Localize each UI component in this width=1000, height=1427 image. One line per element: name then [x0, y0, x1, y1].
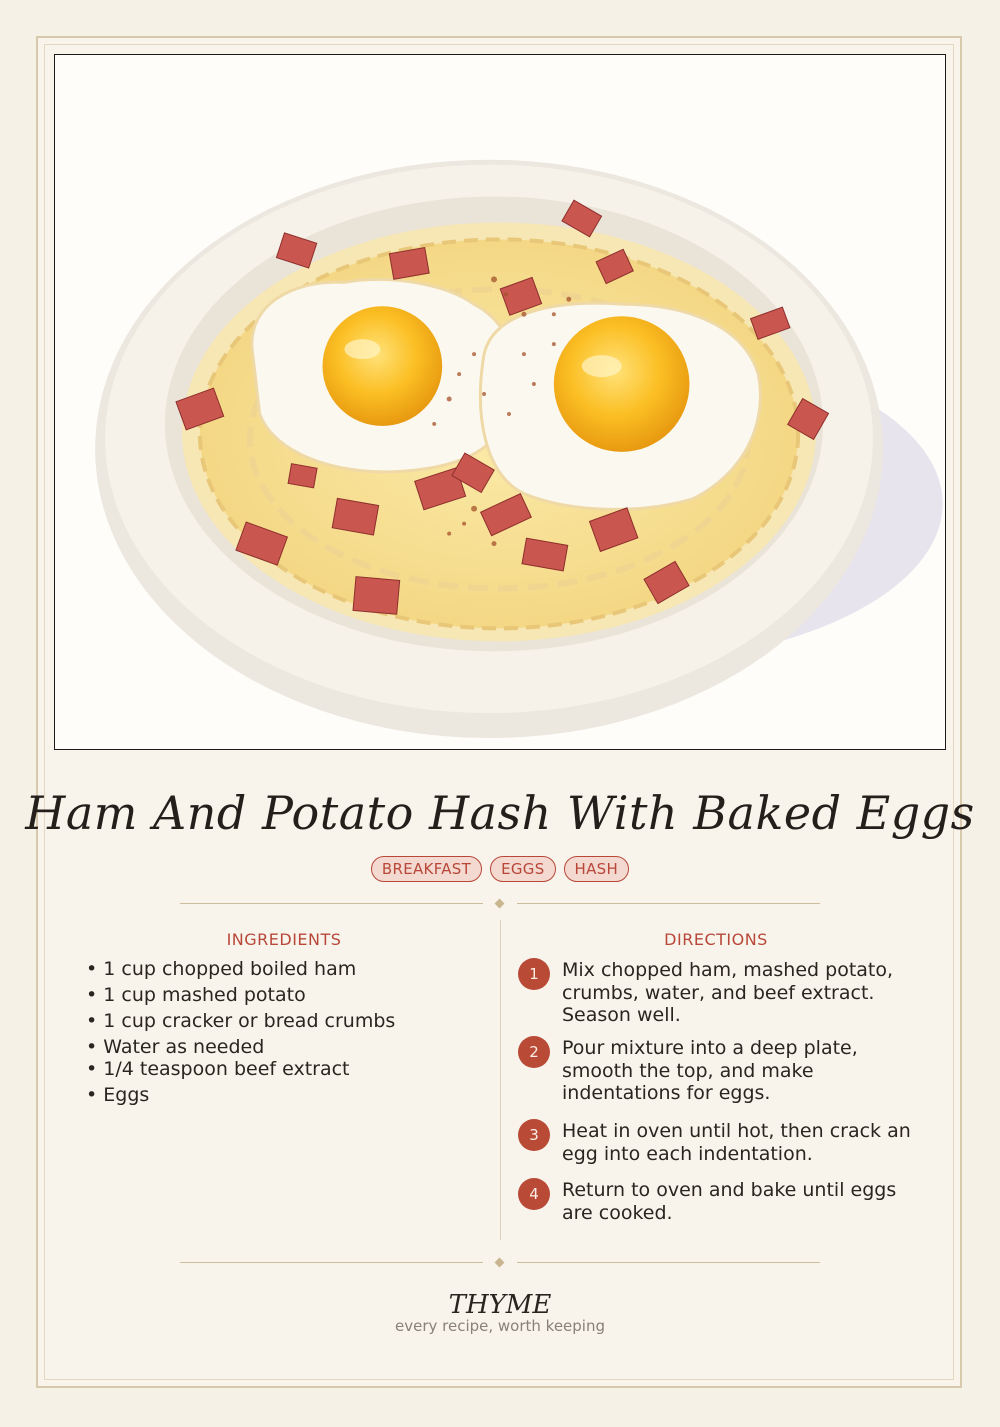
step-number-badge: 1 [518, 958, 550, 990]
step-text: Pour mixture into a deep plate, smooth the top, and make indentations for eggs. [562, 1037, 858, 1104]
tag-hash[interactable]: HASH [564, 856, 630, 882]
diamond-ornament-icon [495, 899, 505, 909]
brand-logo-text: THYME [448, 1290, 552, 1320]
step-number-badge: 4 [518, 1178, 550, 1210]
dish-illustration [54, 54, 946, 750]
section-divider-top [180, 898, 820, 910]
ingredient-item: • Water as needed [86, 1036, 395, 1058]
ingredient-item: • 1 cup mashed potato [86, 984, 395, 1010]
tag-breakfast[interactable]: BREAKFAST [371, 856, 482, 882]
directions-heading: DIRECTIONS [664, 930, 768, 949]
step-number-badge: 2 [518, 1036, 550, 1068]
ingredients-list [86, 958, 395, 1110]
step-text: Mix chopped ham, mashed potato, crumbs, water, and beef extract. Season well. [562, 959, 894, 1026]
column-separator [500, 920, 501, 1240]
step-text: Return to oven and bake until eggs are cooked. [562, 1179, 897, 1224]
step-number-badge: 3 [518, 1119, 550, 1151]
brand-tagline: every recipe, worth keeping [394, 1317, 605, 1335]
ingredient-item: • 1 cup cracker or bread crumbs [86, 1010, 395, 1036]
recipe-title: Ham And Potato Hash With Baked Eggs [25, 786, 975, 840]
ingredient-item: • Eggs [86, 1084, 395, 1110]
diamond-ornament-icon [495, 1258, 505, 1268]
ingredient-item: • 1/4 teaspoon beef extract [86, 1058, 395, 1084]
tag-list [0, 856, 1000, 882]
ingredient-item: • 1 cup chopped boiled ham [86, 958, 395, 984]
step-text: Heat in oven until hot, then crack an egg into each indentation. [562, 1120, 911, 1165]
section-divider-bottom [180, 1257, 820, 1269]
tag-eggs[interactable]: EGGS [490, 856, 555, 882]
ingredients-heading: INGREDIENTS [226, 930, 342, 949]
